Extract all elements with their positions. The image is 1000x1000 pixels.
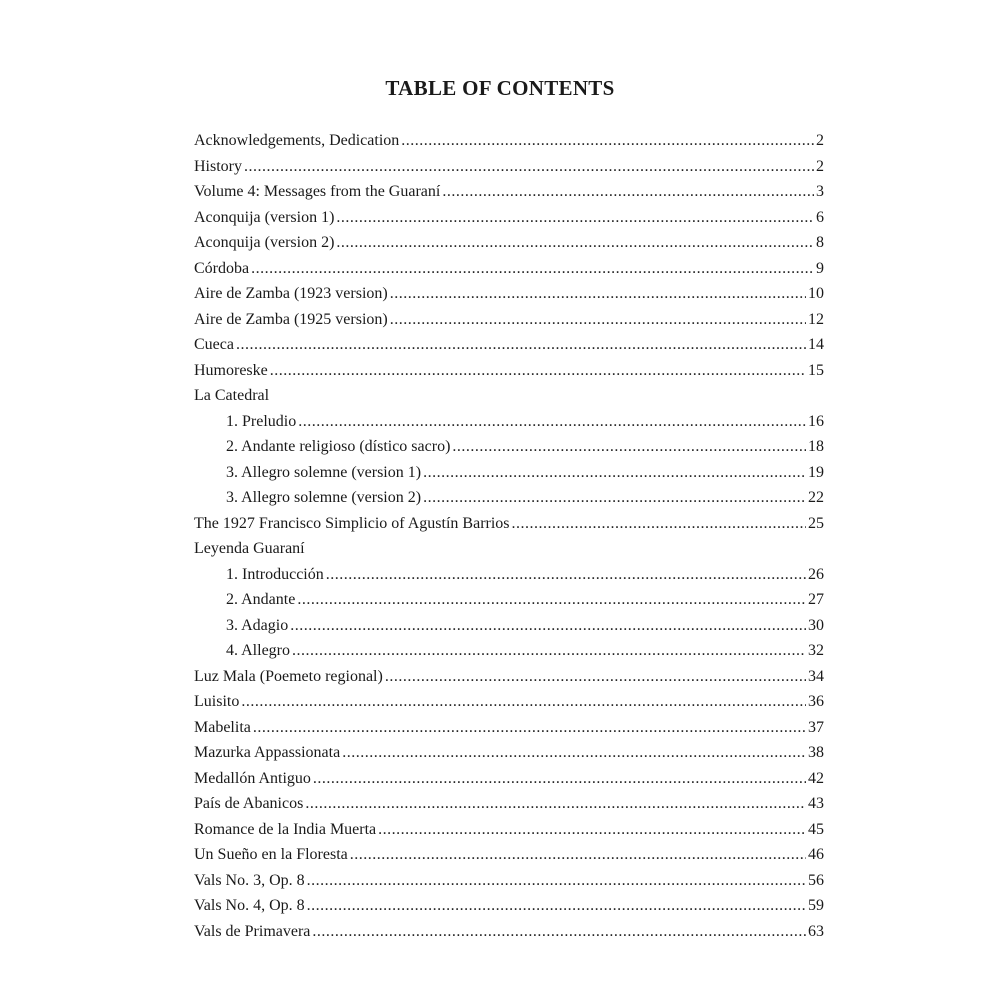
toc-page-number: 15 (808, 361, 824, 379)
toc-entry (194, 230, 824, 256)
toc-entry-label: Humoreske (194, 361, 268, 379)
toc-subentry (194, 613, 824, 639)
dot-leader (244, 154, 814, 180)
toc-entry-label: Romance de la India Muerta (194, 820, 377, 838)
toc-entry-label: Luisito (194, 693, 240, 710)
dot-leader (313, 766, 806, 792)
toc-subentry (194, 434, 824, 460)
toc-entry-label: Aire de Zamba (1923 version) (194, 285, 388, 302)
dot-leader (378, 817, 806, 843)
toc-page-number: 26 (808, 565, 824, 583)
dot-leader (241, 689, 806, 715)
dot-leader (298, 409, 806, 435)
toc-page-number: 38 (808, 744, 824, 761)
toc-entry (194, 791, 824, 817)
toc-entry (194, 766, 824, 792)
dot-leader (350, 842, 806, 868)
toc-entry-label: Cueca (194, 336, 234, 353)
toc-entry (194, 868, 824, 894)
dot-leader (423, 460, 806, 486)
toc-entry-label: 3. Allegro solemne (version 1) (226, 463, 422, 481)
toc-entry-label: Vals No. 4, Op. 8 (194, 897, 305, 914)
toc-entry (194, 256, 824, 282)
dot-leader (452, 434, 806, 460)
dot-leader (312, 919, 806, 945)
toc-subentry (194, 485, 824, 511)
toc-subentry (194, 460, 824, 486)
toc-entry-label: 1. Introducción (226, 565, 324, 583)
dot-leader (342, 740, 806, 766)
toc-entry-label: La Catedral (194, 387, 270, 404)
dot-leader (423, 485, 806, 511)
toc-entry-label: 1. Preludio (226, 412, 297, 430)
toc-entry-label: Vals de Primavera (194, 922, 311, 940)
dot-leader (236, 332, 806, 358)
dot-leader (307, 893, 806, 919)
dot-leader (390, 281, 806, 307)
dot-leader (385, 664, 806, 690)
toc-entry (194, 307, 824, 333)
toc-entry-label: Aconquija (version 2) (194, 234, 335, 251)
toc-subentry (194, 409, 824, 435)
toc-page-number: 63 (808, 922, 824, 940)
toc-page-number: 42 (808, 769, 824, 787)
dot-leader (270, 358, 806, 384)
toc-entry-label: Mazurka Appassionata (194, 744, 341, 761)
toc-entry (194, 383, 824, 409)
toc-subentry (194, 562, 824, 588)
toc-entry (194, 332, 824, 358)
dot-leader (297, 587, 806, 613)
toc-page-number: 34 (808, 667, 824, 685)
toc-page-number: 2 (816, 132, 824, 149)
toc-page-number: 36 (808, 693, 824, 710)
toc-entry (194, 128, 824, 154)
toc-entry-label: Leyenda Guaraní (194, 540, 305, 557)
toc-page-number: 16 (808, 412, 824, 430)
toc-page-number: 12 (808, 310, 824, 328)
toc-entry-label: Mabelita (194, 718, 251, 736)
toc-entry-label: País de Abanicos (194, 795, 304, 812)
toc-entry (194, 817, 824, 843)
toc-entry-label: Un Sueño en la Floresta (194, 846, 348, 863)
toc-entry (194, 715, 824, 741)
toc-entry-label: Córdoba (194, 259, 250, 277)
toc-page-number: 18 (808, 438, 824, 455)
toc-entry (194, 842, 824, 868)
toc-page-number: 8 (816, 234, 824, 251)
toc-subentry (194, 638, 824, 664)
toc-entry (194, 205, 824, 231)
dot-leader (326, 562, 806, 588)
toc-page-number: 22 (808, 489, 824, 506)
toc-entry-label: Luz Mala (Poemeto regional) (194, 667, 383, 685)
toc-entry-label: 2. Andante religioso (dístico sacro) (226, 438, 451, 455)
toc-entry (194, 919, 824, 945)
toc-page-number: 32 (808, 642, 824, 659)
dot-leader (253, 715, 806, 741)
toc-page-number: 45 (808, 820, 824, 838)
toc-subentry (194, 587, 824, 613)
toc-entry (194, 358, 824, 384)
dot-leader (251, 256, 814, 282)
toc-entry-label: 3. Allegro solemne (version 2) (226, 489, 422, 506)
toc-entry (194, 179, 824, 205)
toc-page-number: 46 (808, 846, 824, 863)
toc-entry-label: The 1927 Francisco Simplicio of Agustín Barrios (194, 514, 510, 532)
toc-entry-label: 2. Andante (226, 591, 296, 608)
toc-page-number: 37 (808, 718, 824, 736)
page-title: TABLE OF CONTENTS (385, 76, 615, 100)
toc-list (194, 128, 824, 944)
toc-page-number: 19 (808, 463, 824, 481)
toc-page-number: 30 (808, 616, 824, 634)
toc-entry-label: 4. Allegro (226, 642, 290, 659)
toc-entry (194, 893, 824, 919)
toc-entry (194, 740, 824, 766)
toc-page-number: 6 (816, 208, 824, 226)
toc-entry-label: Acknowledgements, Dedication (194, 132, 400, 149)
dot-leader (401, 128, 814, 154)
dot-leader (442, 179, 814, 205)
toc-entry-label: Aire de Zamba (1925 version) (194, 310, 388, 328)
dot-leader (307, 868, 806, 894)
toc-page-number: 27 (808, 591, 824, 608)
toc-page-number: 43 (808, 795, 824, 812)
toc-entry (194, 536, 824, 562)
toc-entry (194, 154, 824, 180)
toc-entry-label: Volume 4: Messages from the Guaraní (194, 183, 441, 200)
toc-page-number: 2 (816, 157, 824, 175)
toc-page-number: 56 (808, 871, 824, 889)
dot-leader (305, 791, 806, 817)
toc-page-number: 25 (808, 514, 824, 532)
toc-page-number: 14 (808, 336, 824, 353)
dot-leader (390, 307, 806, 333)
dot-leader (336, 230, 814, 256)
dot-leader (336, 205, 814, 231)
toc-entry (194, 511, 824, 537)
toc-page-number: 59 (808, 897, 824, 914)
toc-entry-label: 3. Adagio (226, 616, 289, 634)
toc-entry-label: Aconquija (version 1) (194, 208, 335, 226)
toc-entry (194, 664, 824, 690)
toc-entry-label: Medallón Antiguo (194, 769, 311, 787)
toc-page-number: 3 (816, 183, 824, 200)
dot-leader (290, 613, 806, 639)
toc-entry (194, 689, 824, 715)
dot-leader (292, 638, 806, 664)
toc-entry-label: Vals No. 3, Op. 8 (194, 871, 305, 889)
dot-leader (512, 511, 806, 537)
toc-entry (194, 281, 824, 307)
toc-page-number: 9 (816, 259, 824, 277)
toc-page-number: 10 (808, 285, 824, 302)
toc-entry-label: History (194, 157, 242, 175)
